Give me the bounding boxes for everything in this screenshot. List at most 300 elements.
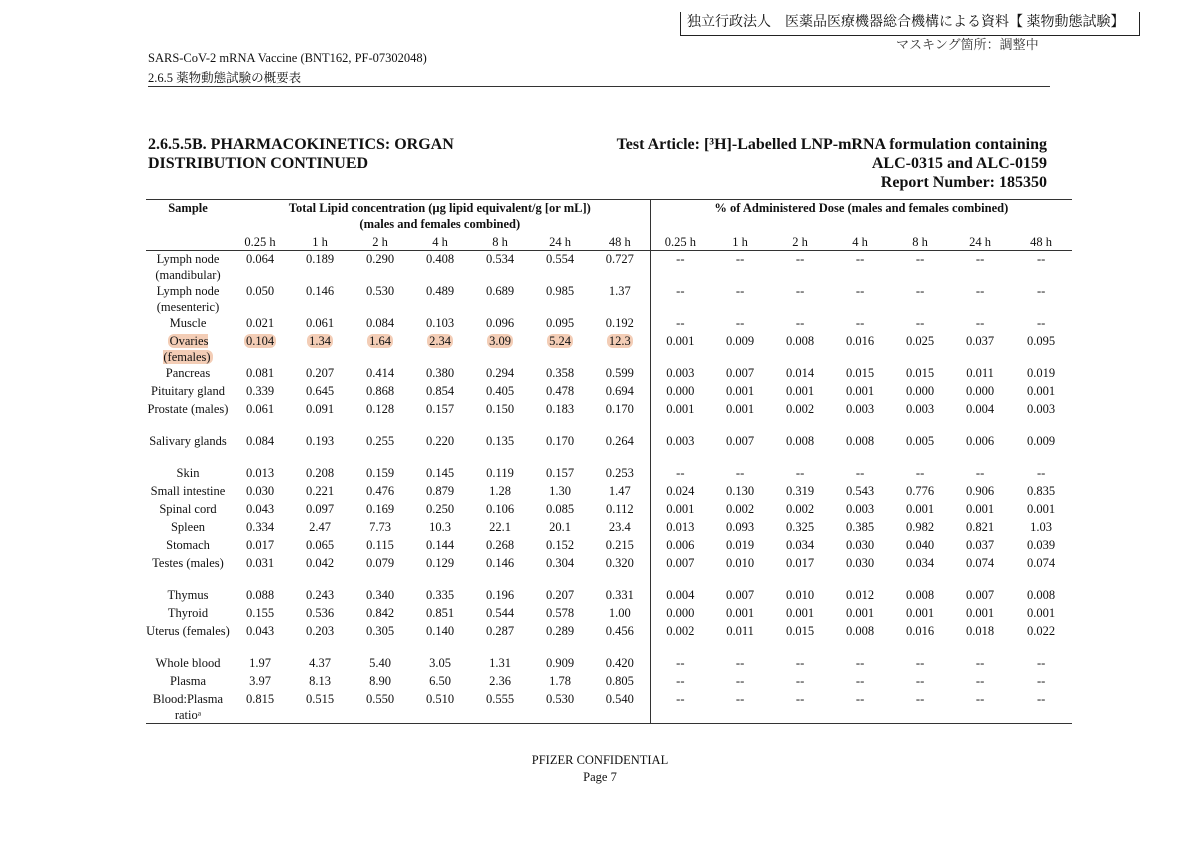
dose-percent-cell: 0.001 xyxy=(726,606,755,620)
dose-percent-cell: 0.003 xyxy=(1027,402,1056,416)
header-divider xyxy=(148,86,1050,87)
dose-percent-cell: 0.543 xyxy=(846,484,875,498)
sample-subheader-blank xyxy=(146,234,230,251)
conc-timepoint-header: 0.25 h xyxy=(230,234,290,251)
concentration-value: 0.290 xyxy=(365,252,395,266)
concentration-value: 0.294 xyxy=(485,366,515,380)
table-body xyxy=(146,251,1072,724)
concentration-value: 23.4 xyxy=(608,520,631,534)
sample-name-cell xyxy=(146,483,230,501)
concentration-cell xyxy=(350,605,410,623)
dose-percent-cell: 0.130 xyxy=(726,484,755,498)
concentration-value: 4.37 xyxy=(309,656,331,670)
dose-percent-cell: -- xyxy=(676,674,685,688)
concentration-cell xyxy=(590,605,650,623)
dose-percent-cell: -- xyxy=(735,656,745,670)
concentration-value: 0.250 xyxy=(425,502,455,516)
conc-timepoint-header: 1 h xyxy=(290,234,350,251)
concentration-cell xyxy=(290,519,350,537)
concentration-value: 0.320 xyxy=(605,556,634,570)
concentration-cell xyxy=(590,383,650,401)
concentration-value: 0.408 xyxy=(425,252,455,266)
dose-percent-cell: 0.002 xyxy=(786,402,815,416)
dose-percent-cell: -- xyxy=(795,316,805,330)
dose-percent-cell: -- xyxy=(795,656,805,670)
dose-percent-cell: 0.095 xyxy=(1027,334,1056,348)
concentration-value: 0.530 xyxy=(365,284,395,298)
conc-timepoint-header: 48 h xyxy=(590,234,650,251)
dose-percent-cell: 0.001 xyxy=(966,502,995,516)
concentration-value: 0.255 xyxy=(365,434,395,448)
concentration-cell xyxy=(470,333,530,365)
concentration-cell xyxy=(530,519,590,537)
dose-percent-cell: 0.008 xyxy=(906,588,935,602)
dose-percent-cell: 0.001 xyxy=(846,384,875,398)
concentration-cell xyxy=(350,333,410,365)
concentration-cell xyxy=(410,605,470,623)
concentration-cell xyxy=(530,433,590,465)
concentration-value: 0.478 xyxy=(545,384,575,398)
concentration-value: 1.37 xyxy=(608,284,631,298)
concentration-value: 0.170 xyxy=(545,434,575,448)
sample-name: Prostate (males) xyxy=(147,402,229,416)
concentration-cell xyxy=(350,501,410,519)
table-row xyxy=(146,587,1072,605)
concentration-value: 0.192 xyxy=(605,316,634,330)
concentration-cell xyxy=(590,587,650,605)
concentration-value: 10.3 xyxy=(429,520,451,534)
concentration-cell xyxy=(590,691,650,724)
table-row xyxy=(146,501,1072,519)
dose-percent-cell: -- xyxy=(735,284,745,298)
concentration-cell xyxy=(290,691,350,724)
concentration-cell xyxy=(590,251,650,284)
dose-percent-cell: -- xyxy=(795,466,805,480)
concentration-value: 0.115 xyxy=(366,538,394,552)
sample-name: Uterus (females) xyxy=(146,624,230,638)
concentration-value: 0.515 xyxy=(305,692,335,706)
table-row xyxy=(146,519,1072,537)
dose-percent-cell: -- xyxy=(770,691,830,724)
concentration-value: 5.24 xyxy=(549,334,571,348)
concentration-value: 5.40 xyxy=(369,656,391,670)
dose-percent-cell: -- xyxy=(735,252,745,266)
concentration-cell xyxy=(350,251,410,284)
concentration-cell xyxy=(470,283,530,315)
concentration-value: 0.095 xyxy=(545,316,575,330)
dose-percent-cell: -- xyxy=(735,466,745,480)
concentration-cell xyxy=(470,605,530,623)
dose-percent-cell: 0.008 xyxy=(1027,588,1056,602)
concentration-value: 0.084 xyxy=(365,316,395,330)
concentration-cell xyxy=(230,555,290,587)
concentration-cell xyxy=(530,465,590,483)
concentration-cell xyxy=(230,623,290,655)
concentration-cell xyxy=(350,623,410,655)
concentration-value: 0.530 xyxy=(545,692,575,706)
concentration-value: 0.420 xyxy=(605,656,634,670)
dose-percent-cell: 0.015 xyxy=(846,366,875,380)
concentration-value: 0.331 xyxy=(605,588,634,602)
concentration-cell xyxy=(230,605,290,623)
dose-timepoint-header: 4 h xyxy=(830,234,890,251)
dose-timepoint-header: 8 h xyxy=(890,234,950,251)
concentration-cell xyxy=(530,251,590,284)
concentration-cell xyxy=(530,501,590,519)
sample-name: Lymph node (mesenteric) xyxy=(156,284,220,314)
concentration-value: 0.112 xyxy=(605,502,634,516)
concentration-value: 0.155 xyxy=(245,606,275,620)
sample-name-cell xyxy=(146,623,230,655)
dose-percent-cell: 0.012 xyxy=(846,588,875,602)
sample-name-cell xyxy=(146,383,230,401)
sample-name: Lymph node (mandibular) xyxy=(155,252,221,282)
concentration-value: 0.842 xyxy=(365,606,395,620)
dose-percent-cell: 0.007 xyxy=(726,434,755,448)
concentration-value: 0.555 xyxy=(485,692,515,706)
concentration-cell xyxy=(230,465,290,483)
concentration-value: 0.536 xyxy=(305,606,335,620)
sample-name-cell xyxy=(146,315,230,333)
concentration-cell xyxy=(410,401,470,433)
concentration-value: 0.599 xyxy=(605,366,634,380)
dose-percent-cell: 0.008 xyxy=(846,624,875,638)
concentration-cell xyxy=(590,333,650,365)
document-header-product: SARS-CoV-2 mRNA Vaccine (BNT162, PF-07302048) xyxy=(148,51,427,65)
concentration-cell xyxy=(230,401,290,433)
concentration-value: 0.414 xyxy=(365,366,395,380)
concentration-value: 0.152 xyxy=(545,538,575,552)
page-number: Page 7 xyxy=(583,770,617,784)
dose-percent-cell: 0.008 xyxy=(786,334,815,348)
concentration-value: 0.145 xyxy=(425,466,455,480)
concentration-value: 0.061 xyxy=(305,316,335,330)
concentration-value: 1.47 xyxy=(608,484,631,498)
concentration-cell xyxy=(350,401,410,433)
concentration-cell xyxy=(590,465,650,483)
dose-percent-cell: 0.982 xyxy=(906,520,935,534)
concentration-value: 0.208 xyxy=(305,466,335,480)
concentration-value: 6.50 xyxy=(429,674,451,688)
concentration-cell xyxy=(290,483,350,501)
concentration-cell xyxy=(410,251,470,284)
concentration-cell xyxy=(470,555,530,587)
concentration-cell xyxy=(230,333,290,365)
dose-percent-cell: -- xyxy=(950,691,1010,724)
test-article-line2: ALC-0315 and ALC-0159 xyxy=(871,155,1047,172)
dose-percent-cell: 0.040 xyxy=(906,538,935,552)
concentration-value: 8.13 xyxy=(309,674,331,688)
concentration-value: 0.207 xyxy=(545,588,575,602)
concentration-value: 0.268 xyxy=(485,538,515,552)
dose-percent-cell: 0.325 xyxy=(786,520,815,534)
timepoint-header-row xyxy=(146,234,1072,251)
table-row xyxy=(146,433,1072,465)
dose-percent-cell: -- xyxy=(975,252,985,266)
concentration-cell xyxy=(410,383,470,401)
dose-percent-cell: 0.039 xyxy=(1027,538,1056,552)
concentration-value: 0.135 xyxy=(485,434,515,448)
dose-percent-cell: 0.007 xyxy=(726,588,755,602)
dose-percent-cell: -- xyxy=(830,691,890,724)
concentration-value: 0.146 xyxy=(305,284,335,298)
concentration-value: 0.289 xyxy=(545,624,575,638)
dose-percent-cell: -- xyxy=(915,674,925,688)
sample-name-cell xyxy=(146,537,230,555)
concentration-value: 0.146 xyxy=(485,556,515,570)
concentration-column-header xyxy=(230,200,650,235)
concentration-cell xyxy=(350,483,410,501)
dose-percent-cell: -- xyxy=(1036,656,1046,670)
dose-percent-cell: -- xyxy=(890,691,950,724)
concentration-cell xyxy=(410,465,470,483)
concentration-cell xyxy=(230,283,290,315)
concentration-value: 0.119 xyxy=(486,466,514,480)
concentration-value: 22.1 xyxy=(489,520,511,534)
concentration-value: 0.081 xyxy=(245,366,275,380)
dose-percent-cell: 0.019 xyxy=(726,538,755,552)
dose-percent-cell: -- xyxy=(855,284,865,298)
concentration-cell xyxy=(230,587,290,605)
concentration-value: 0.193 xyxy=(305,434,335,448)
concentration-value: 0.189 xyxy=(305,252,335,266)
dose-percent-cell: 0.002 xyxy=(786,502,815,516)
concentration-cell xyxy=(230,673,290,691)
concentration-cell xyxy=(350,555,410,587)
concentration-cell xyxy=(230,501,290,519)
dose-percent-cell: 0.017 xyxy=(786,556,815,570)
concentration-cell xyxy=(410,555,470,587)
dose-percent-cell: 0.001 xyxy=(1027,606,1056,620)
sample-name: Spleen xyxy=(170,520,206,534)
table-row xyxy=(146,333,1072,365)
concentration-cell xyxy=(350,433,410,465)
concentration-cell xyxy=(290,605,350,623)
dose-percent-cell: 0.002 xyxy=(726,502,755,516)
section-title xyxy=(148,135,528,173)
dose-percent-cell: -- xyxy=(1036,466,1046,480)
dose-percent-cell: -- xyxy=(1036,674,1046,688)
dose-percent-cell: 0.000 xyxy=(906,384,935,398)
concentration-cell xyxy=(230,655,290,673)
sample-name-cell xyxy=(146,691,230,724)
sample-name-cell xyxy=(146,555,230,587)
dose-percent-cell: 0.018 xyxy=(966,624,995,638)
dose-percent-cell: 0.000 xyxy=(966,384,995,398)
concentration-cell xyxy=(470,519,530,537)
concentration-cell xyxy=(590,555,650,587)
table-row xyxy=(146,691,1072,724)
dose-percent-cell: 0.835 xyxy=(1027,484,1056,498)
concentration-cell xyxy=(350,283,410,315)
sample-name: Ovaries (females) xyxy=(163,334,211,364)
concentration-value: 0.243 xyxy=(305,588,335,602)
concentration-value: 0.544 xyxy=(485,606,515,620)
concentration-cell xyxy=(230,691,290,724)
confidential-footer: PFIZER CONFIDENTIAL xyxy=(531,753,669,767)
concentration-cell xyxy=(470,315,530,333)
dose-percent-cell: -- xyxy=(975,466,985,480)
dose-percent-cell: -- xyxy=(795,284,805,298)
dose-percent-cell: 0.001 xyxy=(786,384,815,398)
concentration-cell xyxy=(410,333,470,365)
concentration-cell xyxy=(470,537,530,555)
concentration-value: 0.340 xyxy=(365,588,395,602)
dose-percent-cell: -- xyxy=(855,316,865,330)
concentration-cell xyxy=(290,433,350,465)
concentration-value: 0.129 xyxy=(425,556,455,570)
concentration-cell xyxy=(530,365,590,383)
organ-distribution-table xyxy=(146,199,1072,724)
conc-timepoint-header: 4 h xyxy=(410,234,470,251)
table-row xyxy=(146,251,1072,284)
concentration-cell xyxy=(530,587,590,605)
dose-percent-cell: 0.003 xyxy=(666,434,695,448)
dose-percent-cell: 0.010 xyxy=(786,588,815,602)
dose-percent-cell: 0.003 xyxy=(846,402,875,416)
concentration-value: 0.335 xyxy=(425,588,455,602)
concentration-value: 0.534 xyxy=(485,252,515,266)
sample-name: Plasma xyxy=(169,674,207,688)
concentration-value: 0.079 xyxy=(365,556,395,570)
concentration-value: 0.694 xyxy=(605,384,634,398)
dose-percent-cell: 0.074 xyxy=(1027,556,1056,570)
concentration-cell xyxy=(530,315,590,333)
concentration-value: 0.030 xyxy=(245,484,275,498)
concentration-cell xyxy=(230,251,290,284)
dose-percent-cell: 0.001 xyxy=(906,606,935,620)
concentration-value: 0.096 xyxy=(485,316,515,330)
sample-name-cell xyxy=(146,401,230,433)
dose-percent-cell: -- xyxy=(975,284,985,298)
concentration-value: 0.334 xyxy=(245,520,275,534)
table-row xyxy=(146,401,1072,433)
dose-percent-cell: 0.025 xyxy=(906,334,935,348)
sample-column-header: Sample xyxy=(146,200,230,235)
concentration-value: 0.510 xyxy=(425,692,455,706)
dose-percent-cell: 0.000 xyxy=(666,606,695,620)
concentration-cell xyxy=(590,623,650,655)
concentration-value: 0.050 xyxy=(245,284,275,298)
sample-name: Spinal cord xyxy=(159,502,217,516)
concentration-cell xyxy=(410,519,470,537)
concentration-cell xyxy=(230,537,290,555)
section-title-line2: DISTRIBUTION CONTINUED xyxy=(148,155,369,172)
concentration-value: 0.879 xyxy=(425,484,455,498)
dose-percent-cell: 0.074 xyxy=(966,556,995,570)
dose-percent-cell: 0.005 xyxy=(906,434,935,448)
concentration-cell xyxy=(530,555,590,587)
concentration-cell xyxy=(290,501,350,519)
concentration-value: 0.851 xyxy=(425,606,455,620)
concentration-value: 0.689 xyxy=(485,284,515,298)
sample-name: Blood:Plasma ratioᵃ xyxy=(152,692,224,722)
table-row xyxy=(146,655,1072,673)
concentration-value: 0.031 xyxy=(245,556,275,570)
sample-name-cell xyxy=(146,655,230,673)
concentration-value: 1.34 xyxy=(309,334,331,348)
concentration-cell xyxy=(410,365,470,383)
concentration-cell xyxy=(410,623,470,655)
concentration-cell xyxy=(530,655,590,673)
test-article-line1: Test Article: [³H]-Labelled LNP-mRNA formulation containing xyxy=(616,136,1047,153)
concentration-cell xyxy=(290,251,350,284)
concentration-value: 0.084 xyxy=(245,434,275,448)
dose-percent-cell: -- xyxy=(676,656,685,670)
dose-percent-cell: 0.009 xyxy=(1027,434,1056,448)
concentration-cell xyxy=(590,433,650,465)
concentration-cell xyxy=(590,483,650,501)
conc-timepoint-header: 2 h xyxy=(350,234,410,251)
concentration-value: 0.088 xyxy=(245,588,275,602)
concentration-cell xyxy=(470,383,530,401)
dose-percent-cell: 0.001 xyxy=(1027,384,1056,398)
concentration-value: 0.339 xyxy=(245,384,275,398)
concentration-value: 0.550 xyxy=(365,692,395,706)
concentration-value: 0.013 xyxy=(245,466,275,480)
concentration-cell xyxy=(230,433,290,465)
concentration-cell xyxy=(530,605,590,623)
dose-percent-cell: 0.001 xyxy=(906,502,935,516)
concentration-cell xyxy=(470,501,530,519)
concentration-value: 0.476 xyxy=(365,484,395,498)
dose-percent-cell: 0.034 xyxy=(906,556,935,570)
concentration-cell xyxy=(590,365,650,383)
concentration-value: 0.170 xyxy=(605,402,634,416)
concentration-cell xyxy=(350,383,410,401)
concentration-cell xyxy=(410,501,470,519)
concentration-cell xyxy=(530,401,590,433)
dose-percent-cell: -- xyxy=(795,674,805,688)
sample-name: Pituitary gland xyxy=(151,384,225,398)
concentration-value: 0.578 xyxy=(545,606,575,620)
dose-percent-cell: 0.015 xyxy=(786,624,815,638)
sample-name: Salivary glands xyxy=(149,434,227,448)
concentration-cell xyxy=(290,623,350,655)
concentration-value: 0.304 xyxy=(545,556,575,570)
dose-timepoint-header: 1 h xyxy=(710,234,770,251)
concentration-cell xyxy=(230,365,290,383)
concentration-value: 8.90 xyxy=(369,674,391,688)
concentration-cell xyxy=(530,283,590,315)
concentration-cell xyxy=(470,465,530,483)
dose-percent-cell: 0.001 xyxy=(726,384,755,398)
table-row xyxy=(146,365,1072,383)
concentration-value: 0.264 xyxy=(605,434,634,448)
concentration-cell xyxy=(410,587,470,605)
dose-percent-cell: 0.093 xyxy=(726,520,755,534)
concentration-value: 0.489 xyxy=(425,284,455,298)
concentration-value: 0.203 xyxy=(305,624,335,638)
dose-percent-cell: 0.034 xyxy=(786,538,815,552)
document-header-section: 2.6.5 薬物動態試験の概要表 xyxy=(148,71,302,85)
dose-percent-cell: 0.004 xyxy=(666,588,695,602)
dose-percent-cell: 0.011 xyxy=(726,624,754,638)
dose-percent-cell: -- xyxy=(915,316,925,330)
concentration-cell xyxy=(470,251,530,284)
concentration-cell xyxy=(290,655,350,673)
concentration-cell xyxy=(350,673,410,691)
concentration-value: 0.021 xyxy=(245,316,275,330)
dose-percent-cell: -- xyxy=(855,252,865,266)
table-row xyxy=(146,555,1072,587)
concentration-value: 0.017 xyxy=(245,538,275,552)
dose-percent-cell: 0.009 xyxy=(726,334,755,348)
concentration-cell xyxy=(590,519,650,537)
dose-percent-cell: 0.821 xyxy=(966,520,995,534)
sample-name: Skin xyxy=(176,466,200,480)
concentration-value: 0.150 xyxy=(485,402,515,416)
